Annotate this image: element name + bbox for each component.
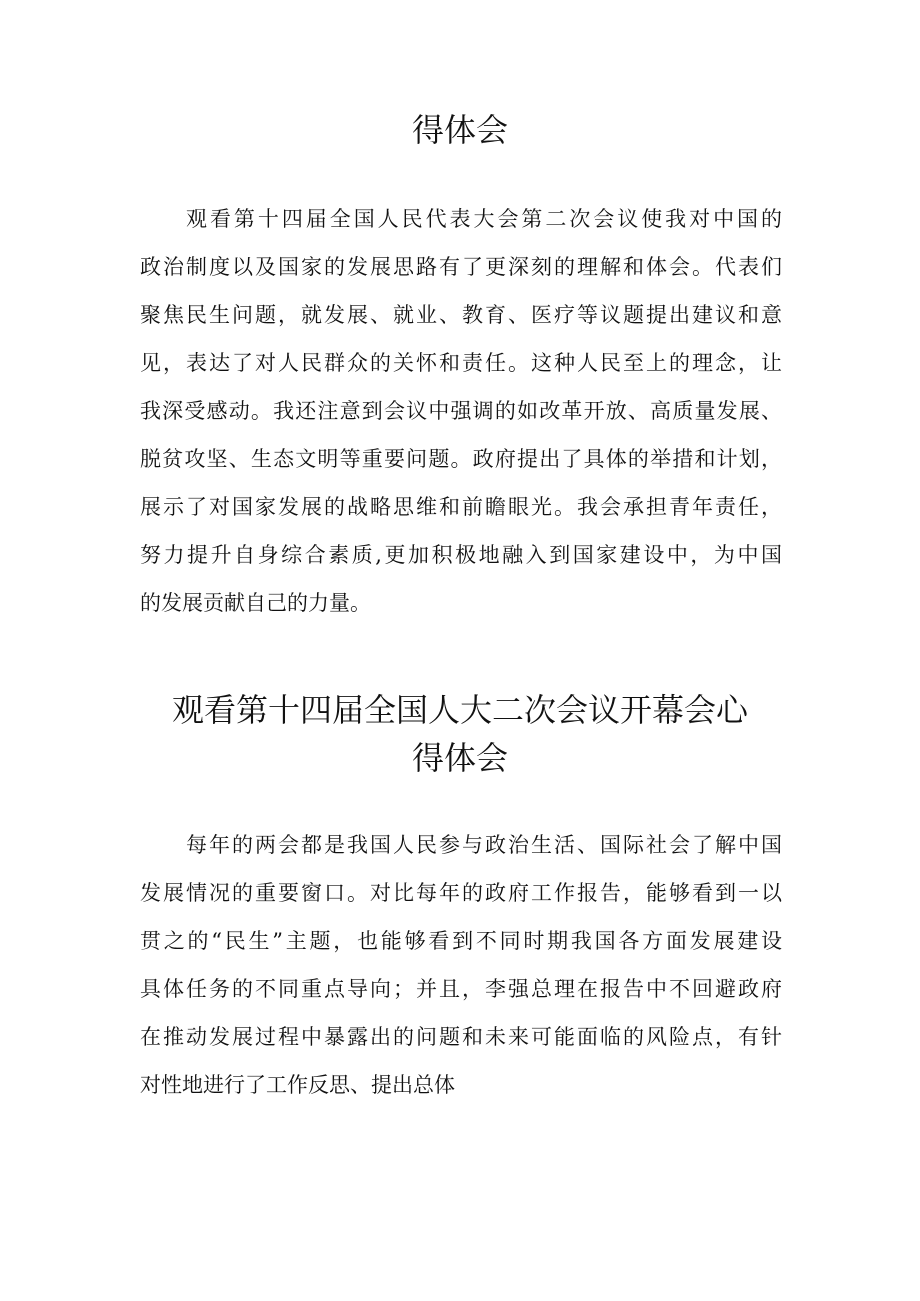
paragraph-line: 具体任务的不同重点导向；并且，李强总理在报告中不回避政府 (140, 977, 782, 1001)
section-1-title: 得体会 (411, 111, 508, 149)
paragraph-line: 脱贫攻坚、生态文明等重要问题。政府提出了具体的举措和计划， (140, 447, 782, 471)
paragraph-line: 每年的两会都是我国人民参与政治生活、国际社会了解中国 (186, 833, 782, 857)
paragraph-line: 聚焦民生问题，就发展、就业、教育、医疗等议题提出建议和意 (140, 303, 782, 327)
paragraph-line: 发展情况的重要窗口。对比每年的政府工作报告，能够看到一以 (140, 881, 782, 905)
paragraph-line: 观看第十四届全国人民代表大会第二次会议使我对中国的 (186, 207, 782, 231)
section-1-paragraph (140, 195, 782, 627)
paragraph-line: 展示了对国家发展的战略思维和前瞻眼光。我会承担青年责任， (140, 495, 782, 519)
paragraph-line: 在推动发展过程中暴露出的问题和未来可能面临的风险点，有针 (140, 1025, 782, 1049)
paragraph-line: 贯之的“民生”主题，也能够看到不同时期我国各方面发展建设 (140, 929, 782, 953)
paragraph-line: 我深受感动。我还注意到会议中强调的如改革开放、高质量发展、 (140, 399, 782, 423)
paragraph-line: 对性地进行了工作反思、提出总体 (140, 1073, 455, 1097)
section-2-title-line-2: 得体会 (411, 739, 508, 777)
section-2-paragraph (140, 821, 782, 1109)
paragraph-line: 政治制度以及国家的发展思路有了更深刻的理解和体会。代表们 (140, 255, 782, 279)
paragraph-line: 努力提升自身综合素质,更加积极地融入到国家建设中，为中国 (140, 543, 782, 567)
section-2-title-line-1: 观看第十四届全国人大二次会议开幕会心 (171, 691, 748, 729)
paragraph-line: 的发展贡献自己的力量。 (140, 591, 371, 615)
paragraph-line: 见，表达了对人民群众的关怀和责任。这种人民至上的理念，让 (140, 351, 782, 375)
